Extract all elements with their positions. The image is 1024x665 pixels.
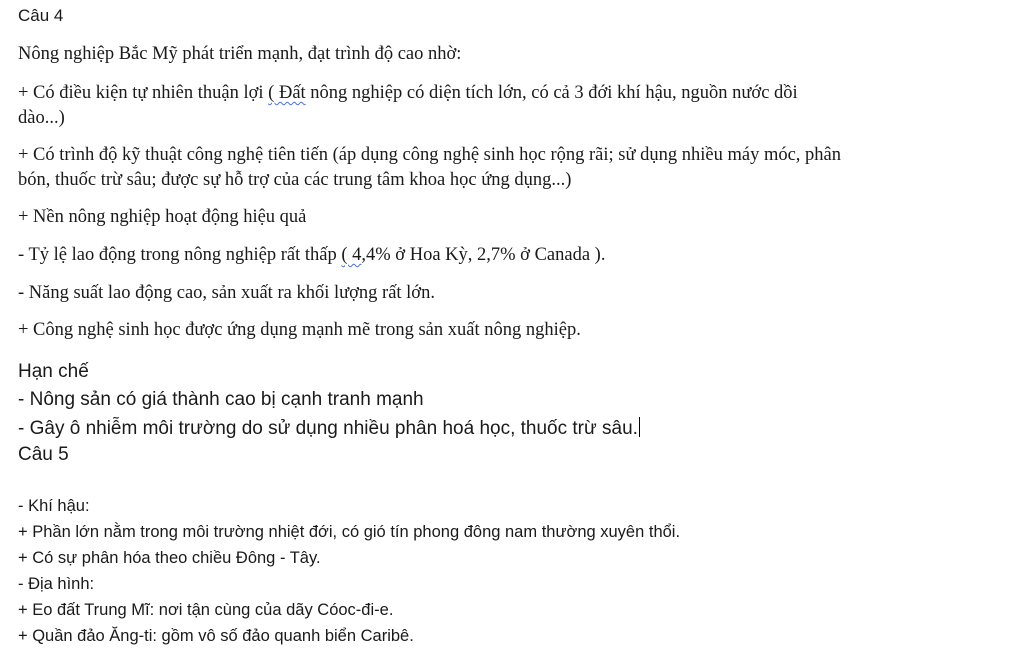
terrain-item: + Eo đất Trung Mĩ: nơi tận cùng của dãy Cóoc-đi-e. xyxy=(18,601,394,619)
paragraph-labor-rate: - Tỷ lệ lao động trong nông nghiệp rất thấp ( 4,4% ở Hoa Kỳ, 2,7% ở Canada ). xyxy=(18,245,606,265)
terrain-title: - Địa hình: xyxy=(18,575,95,593)
intro-line: Nông nghiệp Bắc Mỹ phát triển mạnh, đạt trình độ cao nhờ: xyxy=(18,44,462,64)
paragraph-productivity: - Năng suất lao động cao, sản xuất ra khối lượng rất lớn. xyxy=(18,283,435,303)
climate-item: + Có sự phân hóa theo chiều Đông - Tây. xyxy=(18,549,321,567)
paragraph-biotech: + Công nghệ sinh học được ứng dụng mạnh mẽ trong sản xuất nông nghiệp. xyxy=(18,320,581,340)
climate-item: + Phần lớn nằm trong môi trường nhiệt đới, có gió tín phong đông nam thường xuyên thổi. xyxy=(18,523,681,541)
paragraph-technology: + Có trình độ kỹ thuật công nghệ tiên tiến (áp dụng công nghệ sinh học rộng rãi; sử dụng nhiều máy móc, phân xyxy=(18,145,842,165)
grammar-flag[interactable]: ( Đất xyxy=(268,83,306,103)
climate-title: - Khí hậu: xyxy=(18,497,90,515)
grammar-flag[interactable]: ( 4 xyxy=(341,245,362,265)
paragraph-natural-conditions-cont: dào...) xyxy=(18,108,65,128)
limitation-item: - Gây ô nhiễm môi trường do sử dụng nhiều phân hoá học, thuốc trừ sâu. xyxy=(18,418,638,439)
question-4-title: Câu 4 xyxy=(18,6,64,25)
question-5-title: Câu 5 xyxy=(18,444,69,465)
paragraph-efficiency: + Nền nông nghiệp hoạt động hiệu quả xyxy=(18,207,307,227)
paragraph-technology-cont: bón, thuốc trừ sâu; được sự hỗ trợ của các trung tâm khoa học ứng dụng...) xyxy=(18,170,572,190)
limitation-item: - Nông sản có giá thành cao bị cạnh tranh mạnh xyxy=(18,389,424,410)
limitations-title: Hạn chế xyxy=(18,361,89,382)
terrain-item: + Quần đảo Ăng-ti: gồm vô số đảo quanh biển Caribê. xyxy=(18,627,414,645)
paragraph-natural-conditions: + Có điều kiện tự nhiên thuận lợi ( Đất nông nghiệp có diện tích lớn, có cả 3 đới khí hậu, nguồn nước dồi xyxy=(18,83,798,103)
text-cursor xyxy=(639,417,640,437)
